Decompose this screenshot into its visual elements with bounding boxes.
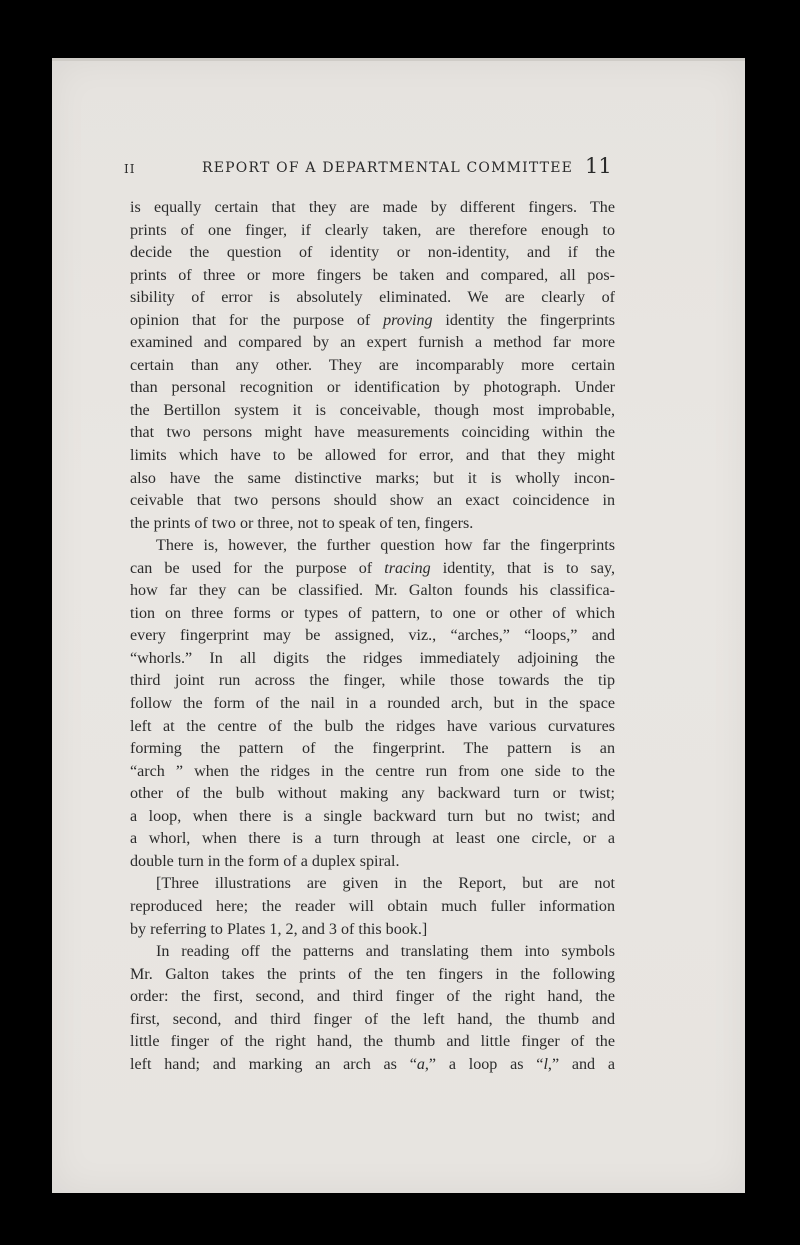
text-line: how far they can be classified. Mr. Galton founds his classifica- bbox=[130, 582, 615, 600]
text-line: examined and compared by an expert furnish a method far more bbox=[130, 334, 615, 352]
text-run: ,” and a bbox=[547, 1055, 615, 1073]
paragraph-4 bbox=[130, 941, 615, 1076]
text-run: left hand; and marking an arch as “ bbox=[130, 1055, 417, 1073]
italic-word: proving bbox=[383, 311, 433, 329]
text-line bbox=[130, 1054, 615, 1077]
text-line: follow the form of the nail in a rounded arch, but in the space bbox=[130, 695, 615, 713]
text-run: can be used for the purpose of bbox=[130, 559, 385, 577]
text-line: little finger of the right hand, the thumb and little finger of the bbox=[130, 1033, 615, 1051]
text-line: first, second, and third finger of the left hand, the thumb and bbox=[130, 1010, 615, 1028]
text-line: double turn in the form of a duplex spiral. bbox=[130, 852, 400, 870]
text-line: Mr. Galton takes the prints of the ten fingers in the following bbox=[130, 965, 615, 983]
text-line: [Three illustrations are given in the Report, but are not bbox=[156, 875, 615, 893]
text-line: by referring to Plates 1, 2, and 3 of this book.] bbox=[130, 920, 428, 938]
text-line: prints of one finger, if clearly taken, are therefore enough to bbox=[130, 221, 615, 239]
text-line: a loop, when there is a single backward turn but no twist; and bbox=[130, 807, 615, 825]
text-run: identity, that is to say, bbox=[430, 559, 615, 577]
text-line: reproduced here; the reader will obtain much fuller information bbox=[130, 897, 615, 915]
text-line: “whorls.” In all digits the ridges immediately adjoining the bbox=[130, 649, 615, 667]
text-line: order: the first, second, and third finger of the right hand, the bbox=[130, 988, 615, 1006]
body-text bbox=[130, 197, 615, 1076]
text-line: decide the question of identity or non-identity, and if the bbox=[130, 244, 615, 262]
page-number: 11 bbox=[585, 154, 612, 178]
text-line: than personal recognition or identification by photograph. Under bbox=[130, 379, 615, 397]
roman-folio: II bbox=[124, 162, 136, 176]
text-line: tion on three forms or types of pattern, to one or other of which bbox=[130, 604, 615, 622]
running-header bbox=[52, 154, 745, 184]
text-line: limits which have to be allowed for error, and that they might bbox=[130, 447, 615, 465]
text-line bbox=[130, 558, 615, 581]
text-line: also have the same distinctive marks; but it is wholly incon- bbox=[130, 469, 615, 487]
page-top-edge bbox=[52, 58, 745, 61]
text-line: left at the centre of the bulb the ridges have various curvatures bbox=[130, 717, 615, 735]
running-title: REPORT OF A DEPARTMENTAL COMMITTEE bbox=[202, 160, 574, 176]
text-line: the prints of two or three, not to speak of ten, fingers. bbox=[130, 514, 474, 532]
text-run: identity the fingerprints bbox=[432, 311, 615, 329]
text-line: every fingerprint may be assigned, viz., “arches,” “loops,” and bbox=[130, 627, 615, 645]
paragraph-1 bbox=[130, 197, 615, 535]
text-line: “arch ” when the ridges in the centre run from one side to the bbox=[130, 762, 615, 780]
paragraph-2 bbox=[130, 535, 615, 873]
text-line: sibility of error is absolutely eliminated. We are clearly of bbox=[130, 289, 615, 307]
text-run: opinion that for the purpose of bbox=[130, 311, 384, 329]
text-line: is equally certain that they are made by different fingers. The bbox=[130, 199, 615, 216]
italic-word: tracing bbox=[384, 559, 431, 577]
text-line: In reading off the patterns and translating them into symbols bbox=[156, 943, 615, 961]
text-line: a whorl, when there is a turn through at least one circle, or a bbox=[130, 830, 615, 848]
text-line: that two persons might have measurements coinciding within the bbox=[130, 424, 615, 442]
text-line: prints of three or more fingers be taken and compared, all pos- bbox=[130, 266, 615, 284]
book-page bbox=[52, 58, 745, 1193]
text-run: ,” a loop as “ bbox=[424, 1055, 544, 1073]
text-line: forming the pattern of the fingerprint. The pattern is an bbox=[130, 740, 615, 758]
text-line bbox=[130, 310, 615, 333]
text-line: certain than any other. They are incomparably more certain bbox=[130, 356, 615, 374]
text-line: third joint run across the finger, while those towards the tip bbox=[130, 672, 615, 690]
text-line: There is, however, the further question how far the fingerprints bbox=[156, 537, 615, 555]
paragraph-3 bbox=[130, 873, 615, 941]
italic-letter: a bbox=[416, 1055, 425, 1073]
text-line: the Bertillon system it is conceivable, though most improbable, bbox=[130, 401, 615, 419]
italic-letter: l bbox=[543, 1055, 548, 1073]
text-line: other of the bulb without making any backward turn or twist; bbox=[130, 785, 615, 803]
text-line: ceivable that two persons should show an exact coincidence in bbox=[130, 492, 615, 510]
